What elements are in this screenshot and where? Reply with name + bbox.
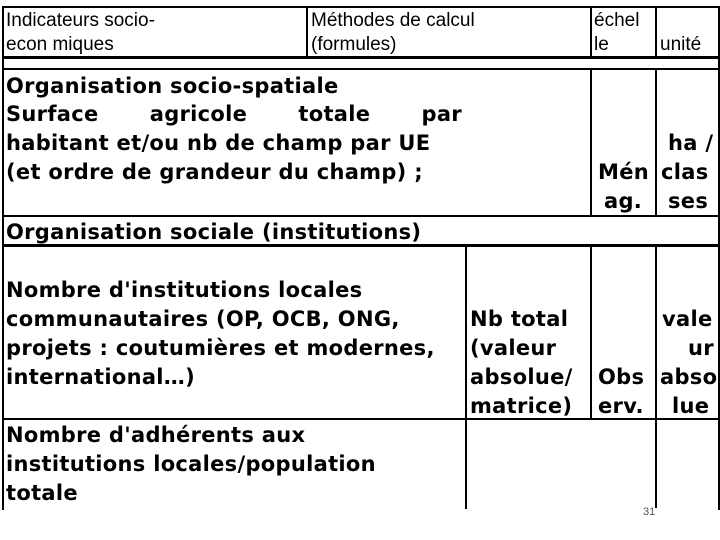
rule-col2-body <box>465 247 467 509</box>
row-nb-unit-line1: vale <box>662 307 713 331</box>
row-nb-unit-line4: lue <box>672 394 710 418</box>
row-nb-scale-line1: Obs <box>598 365 645 389</box>
row-surface-unit-line3: ses <box>668 189 709 213</box>
row-surface-unit-line2: clas <box>661 160 709 184</box>
row-nb-method-line4: matrice) <box>470 394 573 418</box>
row-nb-institutions-line4: international…) <box>6 365 195 389</box>
row-nb-institutions-line3: projets : coutumières et modernes, <box>6 336 435 360</box>
header-methods-line2: (formules) <box>311 34 397 55</box>
header-indicators-line1: Indicateurs socio- <box>6 10 155 31</box>
rule-col4-body3 <box>655 420 657 508</box>
header-indicators-line2: econ miques <box>6 34 114 55</box>
rule-row1-top <box>2 68 720 70</box>
rule-row3-top <box>2 244 720 247</box>
row-nb-institutions-line2: communautaires (OP, OCB, ONG, <box>6 307 400 331</box>
row-surface-line2: habitant et/ou nb de champ par UE <box>6 131 431 155</box>
row-adherents-line3: totale <box>6 481 78 505</box>
word-agricole: agricole <box>149 102 248 126</box>
row-nb-institutions-line1: Nombre d'institutions locales <box>6 278 363 302</box>
row-nb-unit-line3: abso <box>660 365 718 389</box>
rule-col3-body2 <box>590 247 592 419</box>
rule-col4-body <box>655 68 657 216</box>
row-adherents-line2: institutions locales/population <box>6 452 376 476</box>
page-number: 31 <box>643 506 656 518</box>
row-surface-line3: (et ordre de grandeur du champ) ; <box>6 160 423 184</box>
row-nb-unit-line2: ur <box>688 336 714 360</box>
word-surface: Surface <box>6 102 99 126</box>
row-nb-method-line2: (valeur <box>470 336 557 360</box>
row-nb-scale-line2: erv. <box>598 394 644 418</box>
rule-col3-body <box>590 68 592 216</box>
rule-row2-top <box>2 215 720 217</box>
row-surface-scale-line2: ag. <box>604 189 643 213</box>
word-par: par <box>421 102 462 126</box>
row-institutions-title: Organisation sociale (institutions) <box>6 220 422 244</box>
rule-top <box>2 6 720 8</box>
rule-col4-body2 <box>655 247 657 419</box>
header-scale-line1: échel <box>594 10 640 31</box>
row-socio-spatial-title: Organisation socio-spatiale <box>6 74 339 98</box>
row-surface-line1 <box>6 104 462 125</box>
word-totale: totale <box>298 102 371 126</box>
rule-left <box>2 6 4 510</box>
row-nb-method-line3: absolue/ <box>470 365 573 389</box>
header-methods-line1: Méthodes de calcul <box>311 10 475 31</box>
rule-header-bottom <box>2 56 720 59</box>
row-surface-unit-line1: ha / <box>668 131 714 155</box>
header-scale-line2: le <box>594 34 609 55</box>
row-nb-method-line1: Nb total <box>470 307 569 331</box>
header-unit: unité <box>660 34 702 55</box>
row-surface-scale-line1: Mén <box>598 160 649 184</box>
row-adherents-line1: Nombre d'adhérents aux <box>6 423 306 447</box>
rule-col2 <box>306 6 308 58</box>
rule-col4 <box>655 6 657 58</box>
rule-row4-top <box>2 418 720 420</box>
rule-col3 <box>590 6 592 58</box>
